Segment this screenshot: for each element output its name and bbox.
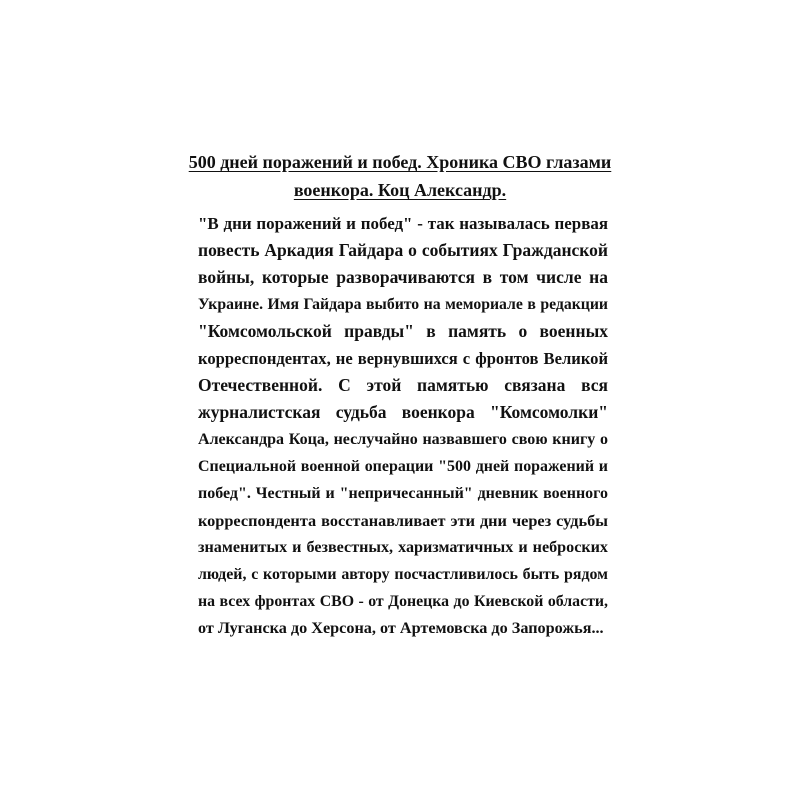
title-line-2: военкора. Коц Александр.: [293, 180, 507, 200]
document-title: [188, 148, 612, 204]
body-line: корреспондентах, не вернувшихся с фронтов Великой: [198, 349, 608, 368]
document-body: [198, 210, 608, 642]
body-line: войны, которые разворачиваются в том числе на: [198, 267, 608, 287]
body-line: повесть Аркадия Гайдара о событиях Гражданской: [198, 240, 608, 260]
body-line: Александра Коца, неслучайно назвавшего свою книгу о: [198, 431, 608, 448]
body-line: журналистская судьба военкора "Комсомолки": [198, 402, 608, 422]
body-line: от Луганска до Херсона, от Артемовска до Запорожья...: [198, 619, 604, 637]
body-line: корреспондента восстанавливает эти дни через судьбы: [198, 511, 608, 530]
body-line: Специальной военной операции "500 дней поражений и: [198, 458, 608, 475]
body-line: "В дни поражений и побед" - так называлась первая: [198, 214, 608, 233]
title-line-1: 500 дней поражений и побед. Хроника СВО глазами: [188, 152, 612, 172]
body-line: "Комсомольской правды" в память о военных: [198, 321, 608, 341]
body-line: Отечественной. С этой памятью связана вся: [198, 375, 608, 395]
body-line: на всех фронтах СВО - от Донецка до Киевской области,: [198, 593, 608, 610]
body-line: Украине. Имя Гайдара выбито на мемориале в редакции: [198, 296, 608, 313]
body-line: побед". Честный и "непричесанный" дневник военного: [198, 485, 608, 502]
body-line: знаменитых и безвестных, харизматичных и неброских: [198, 539, 608, 556]
body-line: людей, с которыми автору посчастливилось быть рядом: [198, 566, 608, 583]
